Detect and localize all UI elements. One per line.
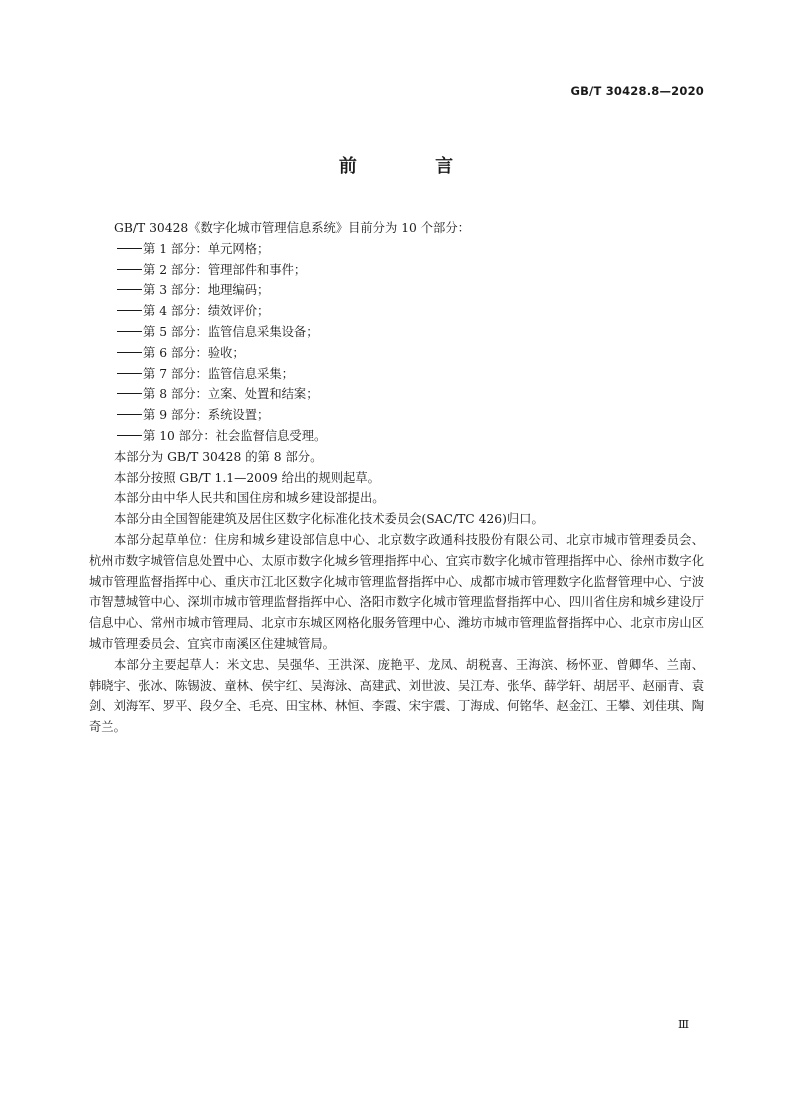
page-title: 前 言 [338, 156, 490, 177]
paragraph-drafting-rules: 本部分按照 GB/T 1.1—2009 给出的规则起草。 [114, 470, 380, 485]
intro-paragraph: GB/T 30428《数字化城市管理信息系统》目前分为 10 个部分： [114, 221, 470, 235]
dash-mark [117, 331, 142, 332]
list-item-label: 第 3 部分：地理编码； [143, 283, 270, 298]
list-item-part-9 [89, 405, 704, 426]
dash-mark [117, 248, 142, 249]
paragraph-proposer: 本部分由中华人民共和国住房和城乡建设部提出。 [114, 491, 385, 506]
dash-mark [117, 373, 142, 374]
list-item-part-5 [89, 322, 704, 343]
list-item-label: 第 5 部分：监管信息采集设备； [143, 324, 319, 339]
list-item-part-2 [89, 260, 704, 281]
dash-mark [117, 310, 142, 311]
foreword-body [89, 218, 704, 738]
list-item-part-7 [89, 364, 704, 385]
list-item-label: 第 9 部分：系统设置； [143, 408, 270, 423]
list-item-part-3 [89, 280, 704, 301]
list-item-part-4 [89, 301, 704, 322]
list-item-label: 第 1 部分：单元网格； [143, 241, 270, 256]
list-item-label: 第 6 部分：验收； [143, 345, 245, 360]
dash-mark [117, 414, 142, 415]
paragraph-drafting-units: 本部分起草单位：住房和城乡建设部信息中心、北京数字政通科技股份有限公司、北京市城市管理委员会、杭州市数字城管信息处置中心、太原市数字化城乡管理指挥中心、宜宾市数字化城市管理指挥中心、徐州市数字化城市管理监督指挥中心、重庆市江北区数字化城市管理监督指挥中心、成都市城市管理数字化监督管理中心、宁波市智慧城管中心、深圳市城市管理监督指挥中心、洛阳市数字化城市管理监督指挥中心、四川省住房和城乡建设厅信息中心、常州市城市管理局、北京市东城区网格化服务管理中心、潍坊市城市管理监督指挥中心、北京市房山区城市管理委员会、宜宾市南溪区住建城管局。 [89, 532, 704, 651]
page-number: Ⅲ [678, 1017, 690, 1031]
list-item-label: 第 2 部分：管理部件和事件； [143, 262, 307, 277]
standard-number: GB/T 30428.8—2020 [570, 84, 704, 98]
dash-mark [117, 289, 142, 290]
list-item-label: 第 4 部分：绩效评价； [143, 304, 270, 319]
list-item-part-10 [89, 426, 704, 447]
dash-mark [117, 393, 142, 394]
paragraph-committee: 本部分由全国智能建筑及居住区数字化标准化技术委员会(SAC/TC 426)归口。 [114, 512, 544, 527]
list-item-label: 第 8 部分：立案、处置和结案； [143, 387, 319, 402]
dash-mark [117, 269, 142, 270]
list-item-label: 第 10 部分：社会监督信息受理。 [143, 428, 327, 443]
list-item-label: 第 7 部分：监管信息采集； [143, 366, 294, 381]
list-item-part-8 [89, 384, 704, 405]
list-item-part-6 [89, 343, 704, 364]
dash-mark [117, 352, 142, 353]
list-item-part-1 [89, 239, 704, 260]
paragraph-part-statement: 本部分为 GB/T 30428 的第 8 部分。 [114, 449, 323, 464]
dash-mark [117, 435, 142, 436]
paragraph-drafters: 本部分主要起草人：米文忠、吴强华、王洪深、庞艳平、龙凤、胡税喜、王海滨、杨怀亚、曾卿华、兰南、韩晓宇、张冰、陈锡波、童林、侯宇红、吴海泳、高建武、刘世波、吴江寿、张华、薛学轩、胡居平、赵丽青、袁剑、刘海军、罗平、段夕全、毛亮、田宝林、林恒、李霞、宋宇震、丁海成、何铭华、赵金江、王攀、刘佳琪、陶奇兰。 [89, 657, 704, 735]
